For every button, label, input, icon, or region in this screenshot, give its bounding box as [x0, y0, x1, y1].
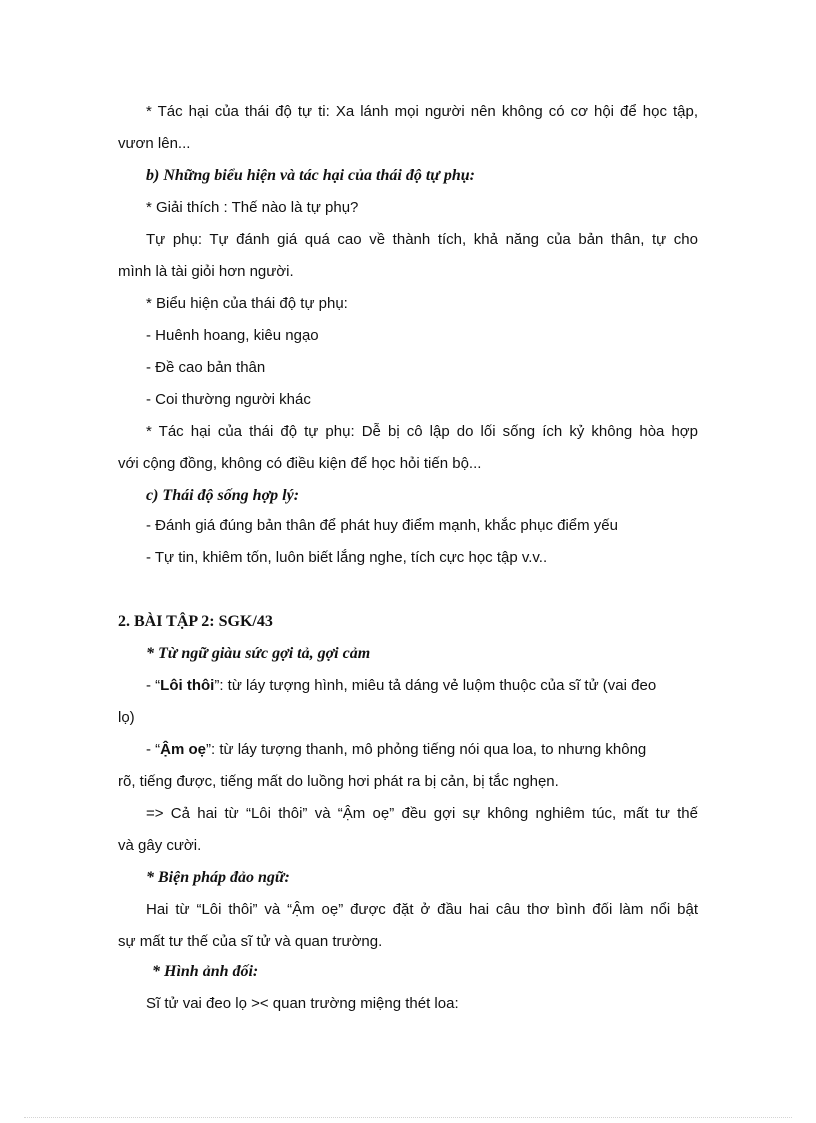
section-heading-c: c) Thái độ sống hợp lý: [146, 487, 300, 504]
paragraph-line: vươn lên... [118, 135, 191, 152]
paragraph-line: và gây cười. [118, 837, 202, 854]
term-loi-thoi: Lôi thôi [160, 677, 215, 694]
quote-open: - “ [146, 677, 161, 694]
paragraph-line: với cộng đồng, không có điều kiện để học hỏi tiến bộ... [118, 455, 482, 472]
paragraph-line: Sĩ tử vai đeo lọ >< quan trường miệng thét loa: [146, 995, 459, 1012]
paragraph-line: * Biểu hiện của thái độ tự phụ: [146, 295, 348, 312]
paragraph-line: * Tác hại của thái độ tự phụ: Dễ bị cô lập do lối sống ích kỷ không hòa hợp [146, 423, 698, 440]
exercise-heading: 2. BÀI TẬP 2: SGK/43 [118, 613, 273, 630]
paragraph-line [146, 740, 698, 760]
list-item: - Huênh hoang, kiêu ngạo [146, 327, 319, 344]
paragraph-line: lọ) [118, 709, 135, 726]
quote-open: - “ [146, 741, 161, 758]
list-item: - Coi thường người khác [146, 391, 311, 408]
list-item: - Đánh giá đúng bản thân để phát huy điểm mạnh, khắc phục điểm yếu [146, 517, 618, 534]
paragraph-line: rõ, tiếng được, tiếng mất do luồng hơi phát ra bị cản, bị tắc nghẹn. [118, 773, 559, 790]
paragraph-line: Tự phụ: Tự đánh giá quá cao về thành tích, khả năng của bản thân, tự cho [146, 231, 698, 248]
term-description: ”: từ láy tượng thanh, mô phỏng tiếng nói qua loa, to nhưng không [206, 741, 647, 758]
list-item: - Tự tin, khiêm tốn, luôn biết lắng nghe, tích cực học tập v.v.. [146, 549, 548, 566]
paragraph-line: Hai từ “Lôi thôi” và “Ậm oẹ” được đặt ở đầu hai câu thơ bình đối làm nổi bật [146, 901, 698, 918]
term-description: ”: từ láy tượng hình, miêu tả dáng vẻ luộm thuộc của sĩ tử (vai đeo [214, 677, 657, 694]
paragraph-line: sự mất tư thế của sĩ tử và quan trường. [118, 933, 383, 950]
list-item: - Đề cao bản thân [146, 359, 266, 376]
section-heading-b: b) Những biểu hiện và tác hại của thái độ tự phụ: [146, 167, 475, 184]
term-am-oe: Ậm oẹ [160, 741, 207, 758]
page-bottom-rule [24, 1117, 792, 1118]
paragraph-line: mình là tài giỏi hơn người. [118, 263, 294, 280]
paragraph-line: * Tác hại của thái độ tự ti: Xa lánh mọi người nên không có cơ hội để học tập, [146, 103, 698, 120]
paragraph-line: * Giải thích : Thế nào là tự phụ? [146, 199, 359, 216]
subheading: * Biện pháp đảo ngữ: [146, 869, 290, 886]
subheading: * Từ ngữ giàu sức gợi tả, gợi cảm [146, 645, 371, 662]
subheading: * Hình ảnh đối: [152, 963, 259, 980]
paragraph-line: => Cả hai từ “Lôi thôi” và “Ậm oẹ” đều gợi sự không nghiêm túc, mất tư thế [146, 805, 698, 822]
paragraph-line [146, 676, 698, 696]
